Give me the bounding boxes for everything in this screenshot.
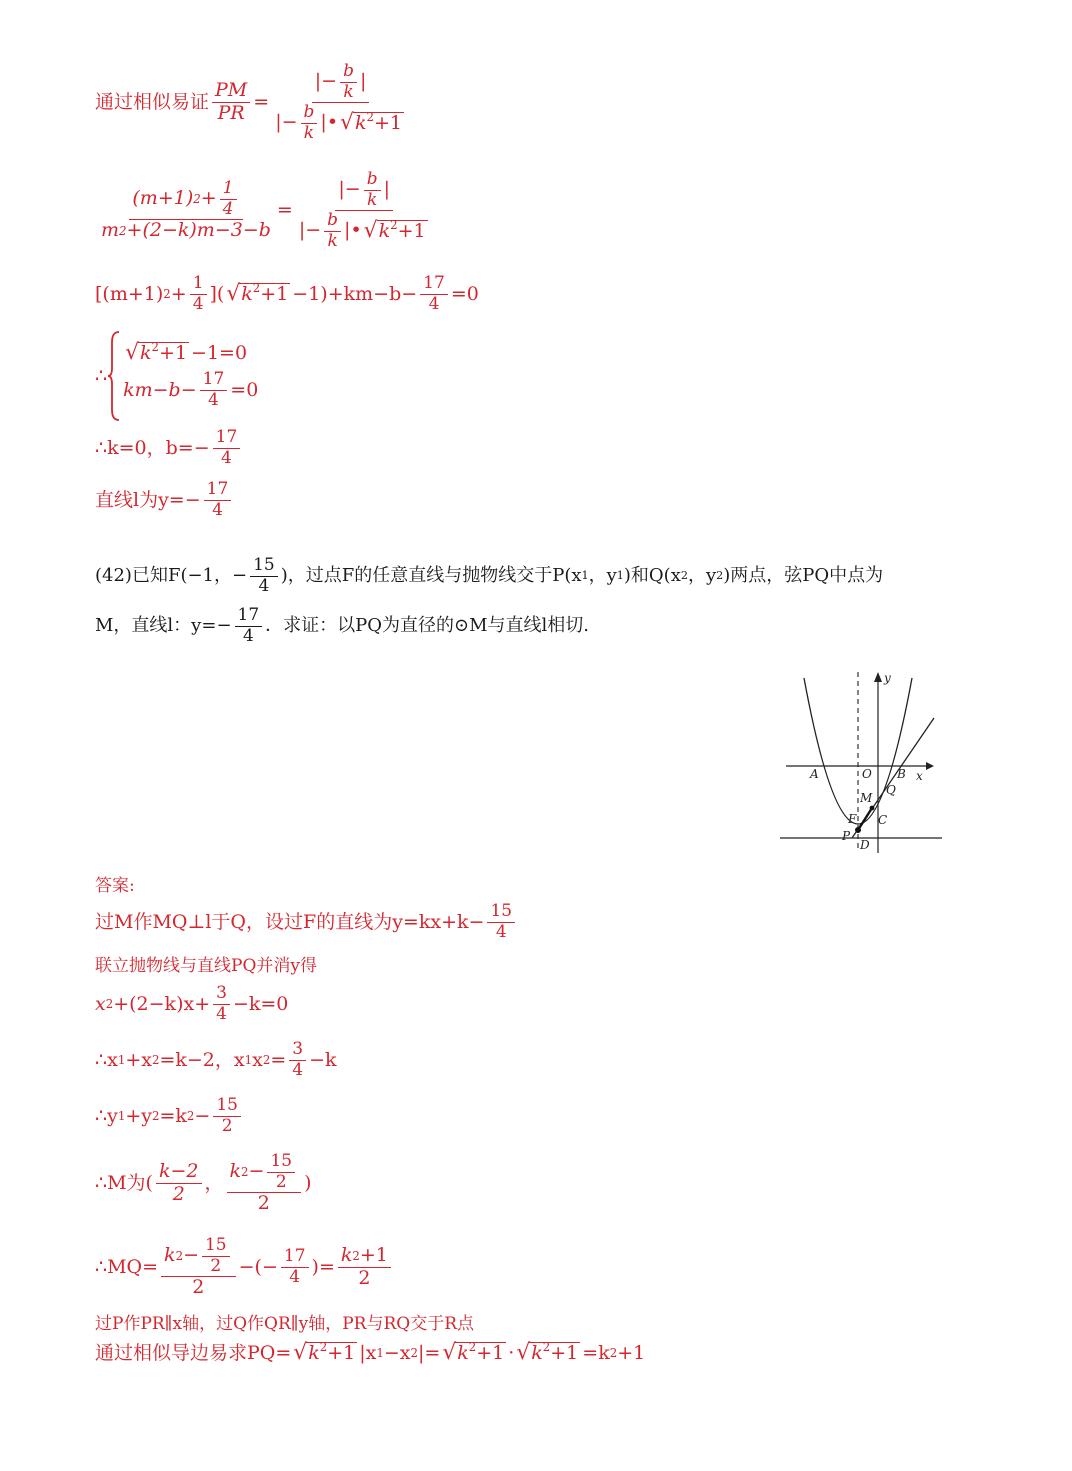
sqrt: √ $k^2+1$ bbox=[125, 339, 188, 365]
text: k bbox=[457, 1342, 469, 1364]
equals: = bbox=[276, 199, 293, 222]
answer-line-5: ∴y 1 +y 2 =k 2 − $\frac{15}{2}$ bbox=[95, 1096, 244, 1136]
label-q: Q bbox=[886, 783, 896, 797]
text: 通过相似导边易求PQ= bbox=[95, 1342, 292, 1365]
sqrt: √ $k^2+1$ bbox=[516, 1339, 579, 1365]
denominator: PR bbox=[217, 102, 245, 125]
fraction bbox=[296, 170, 433, 251]
text: k bbox=[241, 282, 253, 305]
answer-line-4: ∴x 1 +x 2 =k−2，x 1 x 2 = $\frac{3}{4}$ −k bbox=[95, 1039, 337, 1080]
text: k bbox=[164, 1244, 176, 1267]
answer-line-3: x 2 +(2−k)x+ $\frac{3}{4}$ −k=0 bbox=[95, 983, 289, 1024]
text: 过M作MQ⊥l于Q，设过F的直线为y=kx+k− bbox=[95, 910, 485, 933]
label-d: D bbox=[860, 838, 870, 852]
numerator: 3 bbox=[289, 1040, 306, 1061]
numerator: 17 bbox=[281, 1247, 309, 1268]
numerator: k 2 +1 bbox=[338, 1245, 391, 1268]
x-axis-arrow bbox=[926, 762, 934, 770]
denominator bbox=[296, 211, 433, 251]
label-y: y bbox=[884, 671, 891, 685]
text: ，y bbox=[687, 565, 717, 587]
denominator bbox=[272, 103, 409, 143]
eq-line-3: [(m+1) 2 + $\frac{1}{4}$ ]( √ $k^2+1$ −1)+km−b− $\frac{17}{4}$ =0 bbox=[95, 273, 479, 314]
denominator: 4 bbox=[242, 625, 254, 646]
numerator: 17 bbox=[200, 370, 228, 391]
text: 直线l为y=− bbox=[95, 488, 201, 511]
fraction bbox=[204, 480, 232, 520]
text: −1)+km−b− bbox=[292, 282, 418, 305]
denominator: 2 bbox=[210, 1255, 222, 1276]
text: M，直线l：y=− bbox=[95, 615, 232, 637]
denominator: 2 bbox=[172, 1182, 185, 1205]
text: = bbox=[270, 1048, 287, 1071]
label-o: O bbox=[862, 767, 872, 781]
label-b: B bbox=[897, 767, 906, 781]
eq-pm-pr bbox=[95, 62, 412, 143]
text: k bbox=[140, 341, 152, 364]
text: |− bbox=[314, 70, 338, 93]
numerator bbox=[335, 170, 393, 211]
fraction bbox=[98, 179, 274, 242]
text: + bbox=[170, 282, 187, 305]
fraction bbox=[161, 1236, 236, 1299]
fraction bbox=[220, 179, 237, 219]
system-line-1 bbox=[123, 339, 258, 365]
answer-title bbox=[95, 876, 135, 896]
text: |= bbox=[418, 1342, 441, 1365]
eq-line-2 bbox=[95, 170, 436, 251]
text: −x bbox=[383, 1342, 411, 1365]
text: +x bbox=[125, 1048, 152, 1071]
eq-line-l bbox=[95, 480, 234, 520]
fraction bbox=[190, 274, 207, 314]
text: | bbox=[320, 111, 327, 134]
text: ．求证：以PQ为直径的⊙M与直线l相切. bbox=[265, 615, 590, 637]
text: + bbox=[200, 187, 217, 210]
numerator: 15 bbox=[213, 1096, 241, 1117]
fraction bbox=[338, 1245, 391, 1290]
denominator: k bbox=[303, 122, 315, 143]
numerator: 17 bbox=[420, 274, 448, 295]
system-lines bbox=[123, 339, 259, 411]
numerator: 3 bbox=[213, 984, 230, 1005]
text: )= bbox=[311, 1256, 335, 1279]
text: +(2−k)m−3−b bbox=[126, 219, 271, 242]
text: +1 bbox=[327, 1342, 356, 1364]
text: | bbox=[359, 70, 367, 93]
text: ，y bbox=[588, 565, 617, 587]
text: − bbox=[248, 1160, 265, 1183]
fraction bbox=[324, 211, 341, 251]
text: km−b− bbox=[123, 379, 197, 402]
problem-line-1: (42)已知F(−1，− $\frac{15}{4}$ )，过点F的任意直线与抛物线交于P(x 1 ，y 1 )和Q(x 2 ，y 2 )两点，弦PQ中点为 bbox=[95, 555, 884, 596]
point-p bbox=[855, 827, 861, 833]
denominator: 4 bbox=[258, 575, 270, 596]
text: )和Q(x bbox=[623, 565, 681, 587]
text: −k bbox=[309, 1048, 337, 1071]
text: | bbox=[383, 178, 391, 201]
answer-line-1 bbox=[95, 902, 518, 942]
numerator: 15 bbox=[267, 1152, 295, 1173]
text: =0 bbox=[450, 282, 479, 305]
denominator: k bbox=[343, 81, 354, 102]
text: | bbox=[344, 219, 351, 242]
problem-line-2 bbox=[95, 606, 589, 646]
denominator: 4 bbox=[289, 1266, 301, 1287]
numerator: 15 bbox=[487, 902, 515, 923]
fraction bbox=[250, 556, 278, 596]
system-line-2 bbox=[123, 370, 258, 410]
numerator: k 2 − $\frac{15}{2}$ bbox=[227, 1152, 302, 1193]
text: |x bbox=[359, 1342, 377, 1365]
text: x bbox=[95, 992, 106, 1015]
fraction bbox=[289, 1040, 306, 1080]
text: ) bbox=[304, 1172, 312, 1195]
answer-line-6 bbox=[95, 1152, 312, 1215]
text: 过P作PR∥x轴，过Q作QR∥y轴，PR与RQ交于R点 bbox=[95, 1314, 475, 1334]
text: +1 bbox=[260, 282, 289, 305]
label-x: x bbox=[916, 769, 923, 783]
denominator: 2 bbox=[275, 1171, 287, 1192]
text: +1 bbox=[159, 341, 188, 364]
label-f: F bbox=[848, 812, 857, 826]
point-m bbox=[870, 806, 875, 811]
fraction bbox=[202, 1236, 230, 1276]
text: +1 bbox=[617, 1342, 646, 1365]
fraction bbox=[487, 902, 515, 942]
denominator: 2 bbox=[358, 1266, 371, 1289]
text: =0 bbox=[230, 379, 259, 402]
sqrt: √ $k^2+1$ bbox=[226, 280, 289, 306]
answer-line-2 bbox=[95, 956, 317, 976]
label-m: M bbox=[860, 791, 873, 805]
denominator: 4 bbox=[192, 293, 204, 314]
numerator: 15 bbox=[250, 556, 278, 577]
denominator: 4 bbox=[222, 198, 234, 219]
label-a: A bbox=[810, 767, 819, 781]
denominator: k bbox=[367, 189, 378, 210]
text: −k=0 bbox=[232, 992, 289, 1015]
numerator: PM bbox=[212, 80, 250, 103]
text: • bbox=[350, 219, 362, 242]
text: )两点，弦PQ中点为 bbox=[723, 565, 884, 587]
fraction bbox=[281, 1247, 309, 1287]
text: =k bbox=[582, 1342, 610, 1365]
text: ]( bbox=[209, 282, 225, 305]
numerator: 1 bbox=[220, 179, 237, 200]
text: k bbox=[308, 1342, 320, 1364]
text: ∴MQ= bbox=[95, 1256, 159, 1279]
text: − bbox=[183, 1244, 199, 1267]
eq-system bbox=[95, 330, 258, 422]
text: x bbox=[252, 1048, 263, 1071]
fraction bbox=[235, 606, 263, 646]
numerator: b bbox=[324, 211, 341, 232]
text: 联立抛物线与直线PQ并消y得 bbox=[95, 956, 317, 976]
numerator: 17 bbox=[235, 606, 263, 627]
denominator: 4 bbox=[208, 389, 219, 410]
text: ∴k=0，b=− bbox=[95, 436, 210, 459]
denominator: 4 bbox=[292, 1059, 304, 1080]
numerator bbox=[312, 62, 370, 103]
therefore-symbol: ∴ bbox=[95, 364, 108, 387]
text: +(2−k)x+ bbox=[113, 992, 211, 1015]
numerator: k−2 bbox=[156, 1161, 202, 1184]
fraction bbox=[420, 274, 448, 314]
text: k bbox=[229, 1160, 242, 1183]
segment-pf bbox=[858, 808, 872, 830]
denominator: 4 bbox=[221, 447, 232, 468]
text: (42)已知F(−1，− bbox=[95, 565, 248, 587]
text: )，过点F的任意直线与抛物线交于P(x bbox=[280, 565, 582, 587]
text: 通过相似易证 bbox=[95, 91, 210, 114]
denominator: 4 bbox=[212, 499, 223, 520]
numerator: 15 bbox=[202, 1236, 230, 1257]
fraction bbox=[213, 428, 241, 468]
text: [(m+1) bbox=[95, 282, 164, 305]
text: |− bbox=[298, 219, 322, 242]
fraction bbox=[267, 1152, 295, 1192]
text: +1 bbox=[476, 1342, 505, 1364]
text: k bbox=[378, 219, 391, 242]
text: m bbox=[101, 219, 120, 242]
text: +1 bbox=[397, 219, 426, 242]
text: ∴M为( bbox=[95, 1172, 153, 1195]
sqrt: √ $k^2+1$ bbox=[293, 1339, 356, 1365]
fraction bbox=[156, 1161, 202, 1206]
text: =k−2，x bbox=[159, 1048, 245, 1071]
numerator: b bbox=[364, 170, 381, 191]
text: −1=0 bbox=[191, 341, 248, 364]
text: 答案: bbox=[95, 876, 135, 896]
text: ∴x bbox=[95, 1048, 118, 1071]
parabola-figure bbox=[776, 668, 946, 853]
numerator: b bbox=[340, 62, 357, 83]
sqrt: √ $k^2+1$ bbox=[442, 1339, 505, 1365]
answer-line-7 bbox=[95, 1236, 394, 1299]
text: k bbox=[340, 1244, 353, 1267]
numerator: 1 bbox=[190, 274, 207, 295]
fraction bbox=[213, 1096, 241, 1136]
answer-line-9: 通过相似导边易求PQ= √ $k^2+1$ |x 1 −x 2 |= √ $k^2+1$ · √ $k^2+1$ =k 2 +1 bbox=[95, 1339, 646, 1365]
denominator: 4 bbox=[428, 293, 440, 314]
fraction bbox=[213, 984, 230, 1024]
numerator: (m+1) 2 + $\frac{1}{4}$ bbox=[129, 179, 242, 220]
fraction bbox=[340, 62, 357, 102]
numerator: k 2 − $\frac{15}{2}$ bbox=[161, 1236, 236, 1277]
text: +1 bbox=[550, 1342, 579, 1364]
denominator: m 2 +(2−k)m−3−b bbox=[101, 219, 271, 242]
sqrt: √ $k^2+1$ bbox=[363, 217, 426, 243]
label-p: P bbox=[842, 829, 851, 843]
numerator: 17 bbox=[213, 428, 241, 449]
text: − bbox=[194, 1104, 211, 1127]
fraction bbox=[200, 370, 228, 410]
denominator: 2 bbox=[192, 1276, 205, 1299]
text: +1 bbox=[373, 111, 402, 134]
fraction bbox=[212, 80, 250, 125]
fraction bbox=[272, 62, 409, 143]
equals: = bbox=[253, 91, 270, 114]
text: −(− bbox=[238, 1256, 278, 1279]
eq-k-b bbox=[95, 428, 243, 468]
fraction bbox=[301, 103, 318, 143]
sqrt: √ $k^2+1$ bbox=[340, 109, 402, 135]
denominator: 4 bbox=[495, 921, 507, 942]
numerator: 17 bbox=[204, 480, 232, 501]
text: =k bbox=[159, 1104, 187, 1127]
y-axis-arrow bbox=[874, 672, 882, 682]
text: ∴y bbox=[95, 1104, 118, 1127]
text: +y bbox=[125, 1104, 152, 1127]
left-brace bbox=[107, 330, 121, 422]
text: k bbox=[354, 111, 367, 134]
answer-line-8 bbox=[95, 1314, 474, 1334]
text: |− bbox=[338, 178, 361, 201]
denominator: 2 bbox=[257, 1192, 270, 1215]
text: +1 bbox=[359, 1244, 388, 1267]
text: • bbox=[326, 111, 339, 134]
fraction bbox=[227, 1152, 302, 1215]
denominator: 4 bbox=[216, 1003, 227, 1024]
label-c: C bbox=[878, 813, 888, 827]
text: |− bbox=[275, 111, 298, 134]
fraction bbox=[364, 170, 381, 210]
text: (m+1) bbox=[132, 187, 194, 210]
text: ， bbox=[204, 1172, 224, 1195]
denominator: k bbox=[327, 230, 338, 251]
text: k bbox=[531, 1342, 543, 1364]
numerator: b bbox=[301, 103, 318, 124]
text: · bbox=[508, 1342, 515, 1365]
denominator: 2 bbox=[221, 1115, 233, 1136]
